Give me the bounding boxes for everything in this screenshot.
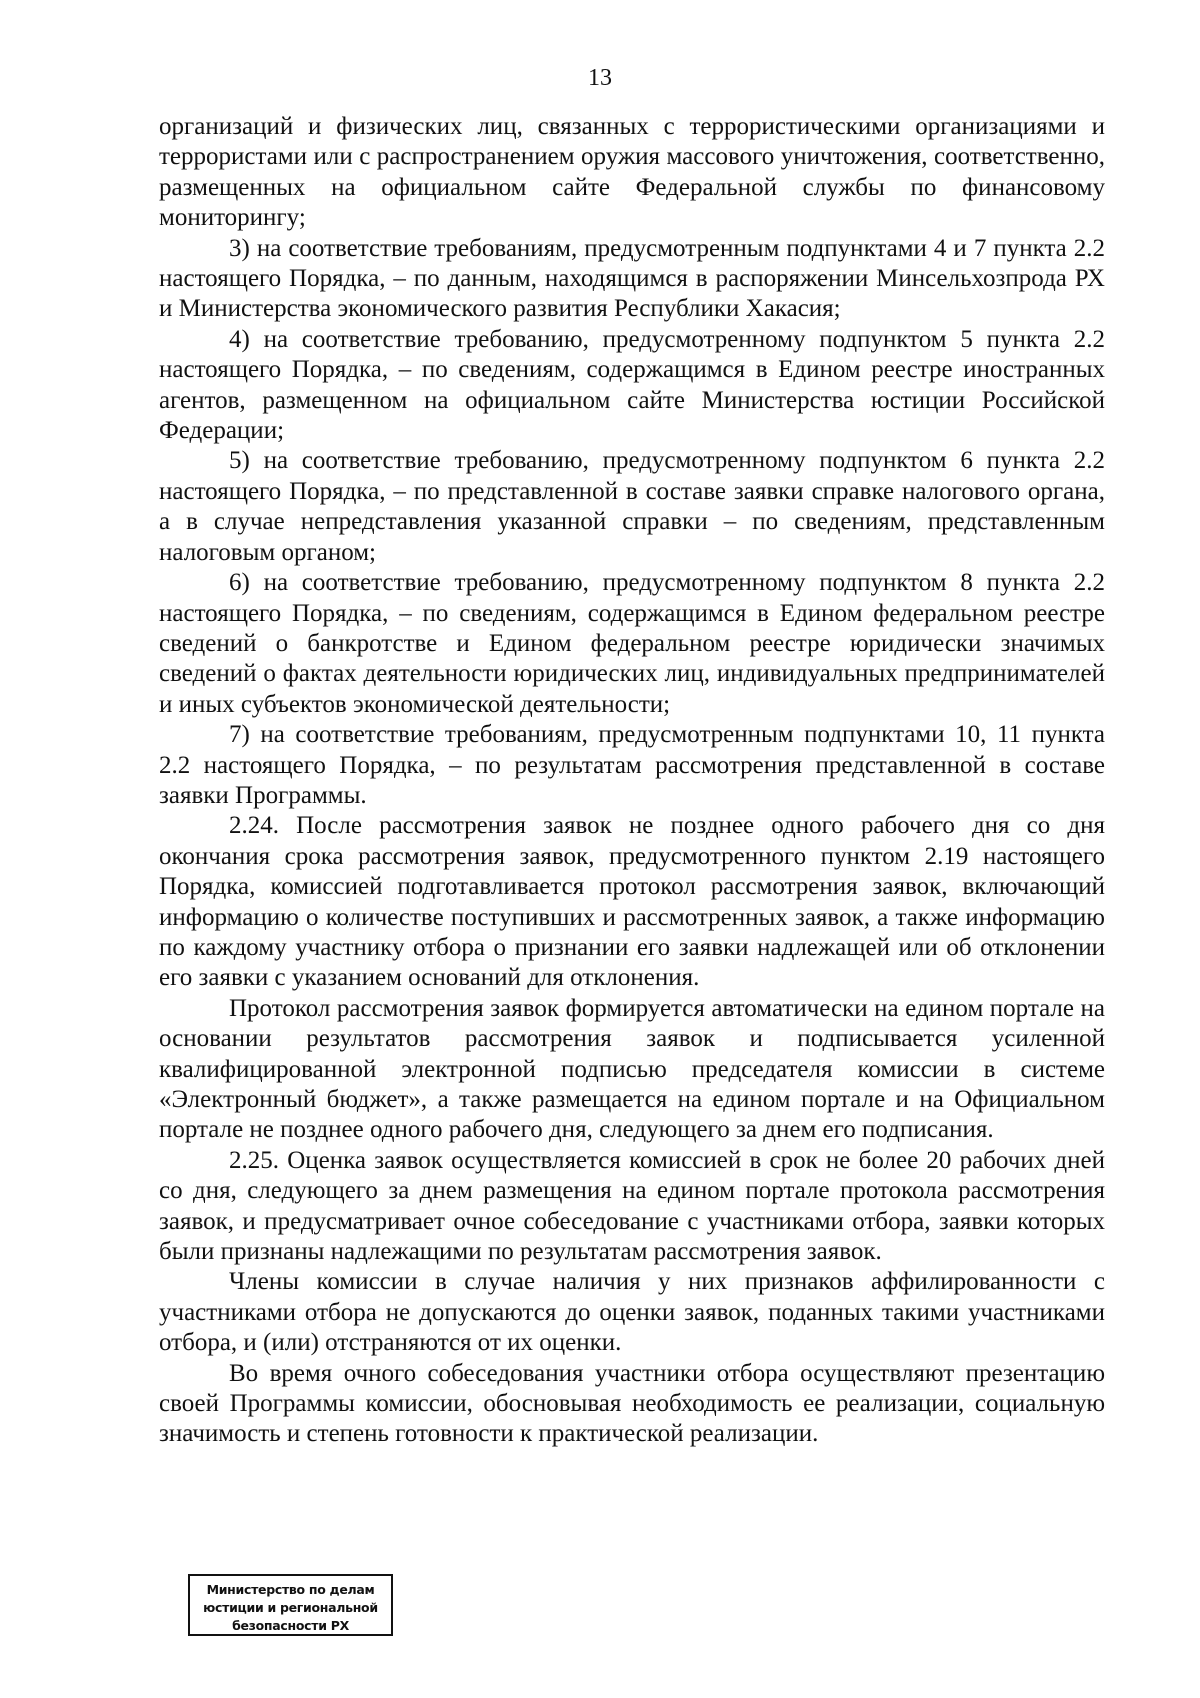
paragraph-item-6: 6) на соответствие требованию, предусмотренному подпунктом 8 пункта 2.2 настоящего Порядка, – по сведениям, содержащимся в Едином федеральном реестре сведений о банкротстве и Едином федеральном реестре юридически значимых сведений о фактах деятельности юридических лиц, индивидуальных предпринимателей и иных субъектов экономической деятельности;: [159, 569, 1105, 718]
page-number: 13: [588, 65, 612, 91]
paragraph-protocol: Протокол рассмотрения заявок формируется автоматически на едином портале на основании результатов рассмотрения заявок и подписывается усиленной квалифицированной электронной подписью председателя комиссии в системе «Электронный бюджет», а также размещается на едином портале и на Официальном портале не позднее одного рабочего дня, следующего за днем его подписания.: [159, 994, 1105, 1144]
paragraph-2-24: 2.24. После рассмотрения заявок не позднее одного рабочего дня со дня окончания срока рассмотрения заявок, предусмотренного пунктом 2.19 настоящего Порядка, комиссией подготавливается протокол рассмотрения заявок, включающий информацию о количестве поступивших и рассмотренных заявок, а также информацию по каждому участнику отбора о признании его заявки надлежащей или об отклонении его заявки с указанием оснований для отклонения.: [159, 812, 1105, 992]
paragraph-item-3: 3) на соответствие требованиям, предусмотренным подпунктами 4 и 7 пункта 2.2 настоящего Порядка, – по данным, находящимся в распоряжении Минсельхозпрода РХ и Министерства экономического развития Республики Хакасия;: [159, 234, 1105, 323]
paragraph-continuation: организаций и физических лиц, связанных с террористическими организациями и террористами или с распространением оружия массового уничтожения, соответственно, размещенных на официальном сайте Федеральной службы по финансовому мониторингу;: [159, 113, 1105, 232]
paragraph-interview: Во время очного собеседования участники отбора осуществляют презентацию своей Программы комиссии, обосновывая необходимость ее реализации, социальную значимость и степень готовности к практической реализации.: [159, 1359, 1105, 1448]
paragraph-item-4: 4) на соответствие требованию, предусмотренному подпунктом 5 пункта 2.2 настоящего Порядка, – по сведениям, содержащимся в Едином реестре иностранных агентов, размещенном на официальном сайте Министерства юстиции Российской Федерации;: [159, 325, 1105, 445]
paragraph-item-7: 7) на соответствие требованиям, предусмотренным подпунктами 10, 11 пункта 2.2 настоящего Порядка, – по результатам рассмотрения представленной в составе заявки Программы.: [159, 721, 1105, 809]
paragraph-2-25: 2.25. Оценка заявок осуществляется комиссией в срок не более 20 рабочих дней со дня, следующего за днем размещения на едином портале протокола рассмотрения заявок, и предусматривает очное собеседование с участниками отбора, заявки которых были признаны надлежащими по результатам рассмотрения заявок.: [159, 1146, 1105, 1266]
paragraph-item-5: 5) на соответствие требованию, предусмотренному подпунктом 6 пункта 2.2 настоящего Порядка, – по представленной в составе заявки справке налогового органа, а в случае непредставления указанной справки – по сведениям, представленным налоговым органом;: [159, 447, 1105, 566]
paragraph-commission-members: Члены комиссии в случае наличия у них признаков аффилированности с участниками отбора не допускаются до оценки заявок, поданных такими участниками отбора, и (или) отстраняются от их оценки.: [159, 1268, 1105, 1357]
document-body: [159, 112, 1105, 1450]
ministry-stamp: [188, 1574, 393, 1636]
stamp-line-2: юстиции и региональной: [203, 1600, 378, 1615]
stamp-line-3: безопасности РХ: [232, 1618, 349, 1633]
stamp-line-1: Министерство по делам: [206, 1582, 375, 1597]
